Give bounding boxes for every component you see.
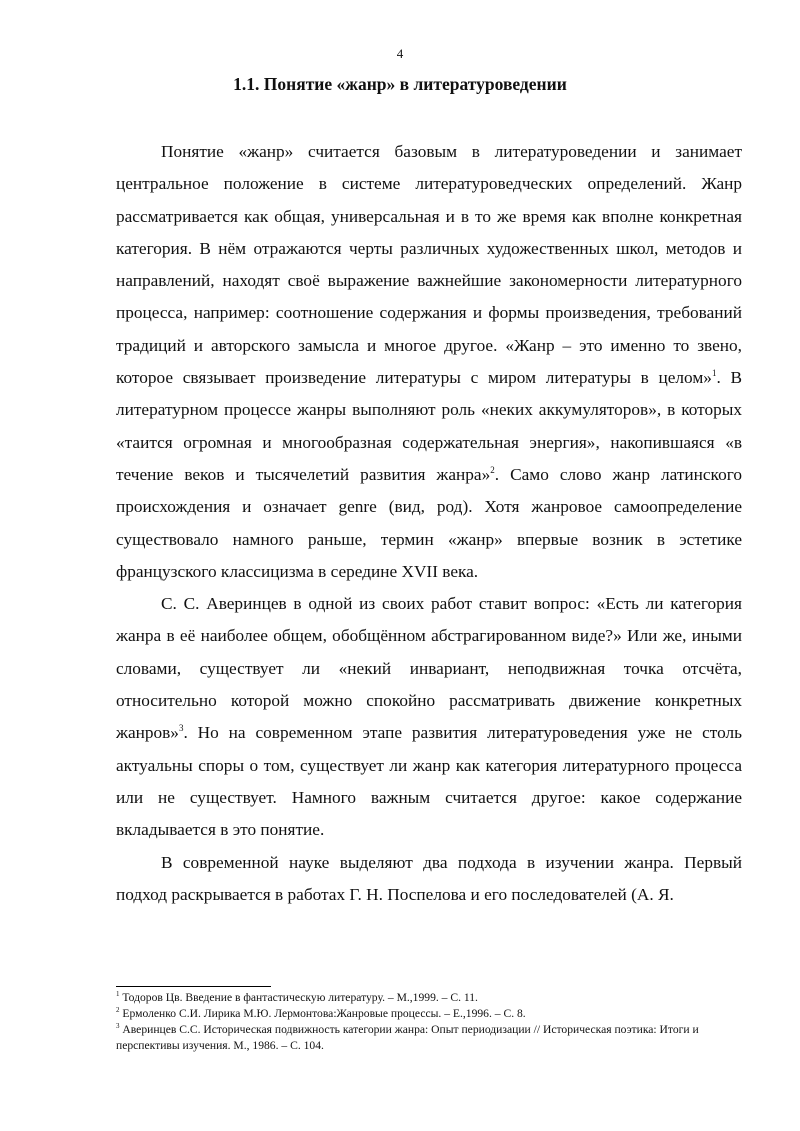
footnote-ref: 2 xyxy=(490,465,495,476)
paragraph-text: С. С. Аверинцев в одной из своих работ ставит вопрос: «Есть ли категория жанра в её наиболее общем, обобщённом абстрагированном виде?» Или же, иными словами, существует ли «некий инвариант, неподвижная точка отсчёта, относительно которой можно спокойно рассматривать движение конкретных жанров» xyxy=(116,594,742,743)
footnote-mark: 3 xyxy=(116,1022,120,1031)
paragraph-text: В современной науке выделяют два подхода в изучении жанра. Первый подход раскрывается в работах Г. Н. Поспелова и его последователей (А. Я. xyxy=(116,852,742,904)
paragraph-text: Понятие «жанр» считается базовым в литературоведении и занимает центральное положение в системе литературоведческих определений. Жанр рассматривается как общая, универсальная и в то же время как вполне конкретная категория. В нём отражаются черты различных художественных школ, методов и направлений, находят своё выражение важнейшие закономерности литературного процесса, например: соотношение содержания и формы произведения, требований традиций и авторского замысла и многое другое. «Жанр – это именно то звено, которое связывает произведение литературы с миром литературы в целом» xyxy=(116,142,742,388)
footnote-text: Тодоров Цв. Введение в фантастическую литературу. – М.,1999. – С. 11. xyxy=(119,991,478,1004)
paragraph-text: . Но на современном этапе развития литературоведения уже не столь актуальны споры о том, существует ли жанр как категория литературного процесса или не существует. Намного важным считается другое: какое содержание вкладывается в это понятие. xyxy=(116,723,742,840)
footnote-mark: 1 xyxy=(116,990,120,999)
footnote-text: Ермоленко С.И. Лирика М.Ю. Лермонтова:Жанровые процессы. – Е.,1996. – С. 8. xyxy=(119,1007,526,1020)
footnote-1 xyxy=(116,990,742,1006)
footnote-2 xyxy=(116,1006,742,1022)
footnote-mark: 2 xyxy=(116,1006,120,1015)
footnote-text: Аверинцев С.С. Историческая подвижность категории жанра: Опыт периодизации // Историческая поэтика: Итоги и перспективы изучения. М., 1986. – С. 104. xyxy=(116,1023,699,1052)
footnote-3 xyxy=(116,1022,742,1054)
footnote-ref: 3 xyxy=(178,723,184,734)
footnote-separator xyxy=(116,986,271,987)
page-number: 4 xyxy=(396,46,404,61)
paragraph-3 xyxy=(116,847,742,912)
body-text xyxy=(116,136,742,911)
paragraph-1 xyxy=(116,136,742,588)
footnotes xyxy=(116,990,742,1054)
paragraph-2 xyxy=(116,588,742,846)
paragraph-text: . В литературном процессе жанры выполняют роль «неких аккумуляторов», в которых «таится огромная и многообразная содержательная энергия», накопившаяся «в течение веков и тысячелетий развития жанра» xyxy=(116,368,742,484)
section-heading: 1.1. Понятие «жанр» в литературоведении xyxy=(233,74,567,94)
paragraph-text: . Само слово жанр латинского происхождения и означает genre (вид, род). Хотя жанровое самоопределение существовало намного раньше, термин «жанр» впервые возник в эстетике французского классицизма в середине XVII века. xyxy=(116,464,743,581)
footnote-ref: 1 xyxy=(711,368,717,379)
